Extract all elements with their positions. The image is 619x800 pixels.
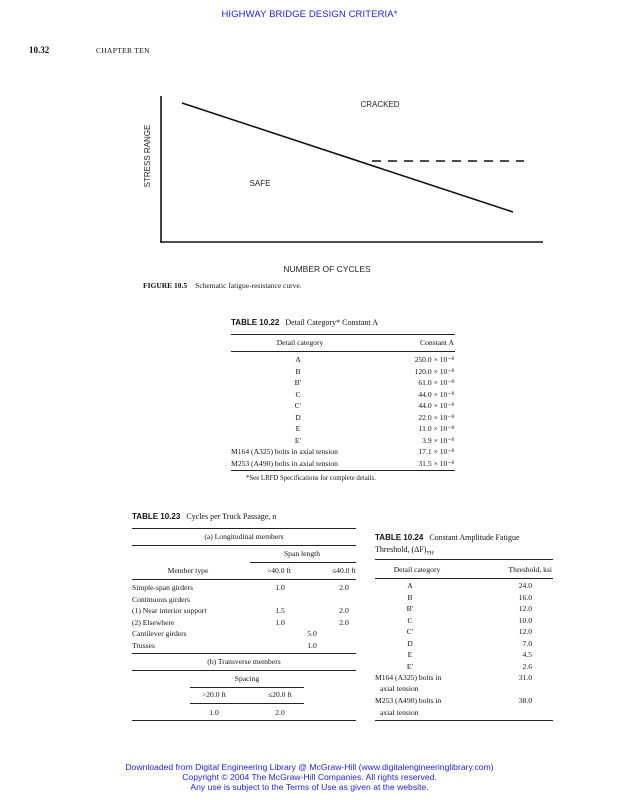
table-23-section-b-rule <box>132 670 356 671</box>
table-22-constant: 44.0 × 10⁻⁸ <box>418 401 454 410</box>
table-23-col-gt20: >20.0 ft <box>201 690 227 699</box>
table-24-bolt2-value: 38.0 <box>518 696 532 705</box>
table-24-bolt2-line1: M253 (A490) bolts in <box>375 696 442 705</box>
table-23-section-b-top-rule <box>132 653 356 654</box>
table-22-header-rule <box>231 351 455 352</box>
table-24-threshold: 12.0 <box>518 604 532 613</box>
table-23-member: Cantilever girders <box>132 629 187 638</box>
table-22-category: M253 (A490) bolts in axial tension <box>231 458 338 468</box>
table-22-category: A <box>295 355 301 364</box>
running-banner: HIGHWAY BRIDGE DESIGN CRITERIA* <box>221 9 398 20</box>
figure-caption <box>143 281 302 290</box>
fatigue-curve-line <box>182 103 513 212</box>
table-24-category: E′ <box>406 661 414 671</box>
figure-xlabel: NUMBER OF CYCLES <box>283 264 371 274</box>
table-22-header-constant: Constant A <box>420 338 454 347</box>
table-24-category: C <box>407 615 413 625</box>
table-24-bolt1-value: 31.0 <box>518 673 532 682</box>
table-23-col-le40: ≤40.0 ft <box>332 566 356 575</box>
table-24-title-line2 <box>375 545 434 557</box>
table-22-constant: 250.0 × 10⁻⁸ <box>414 355 454 364</box>
table-22-constant: 31.5 × 10⁻⁸ <box>418 458 454 468</box>
table-23-col-le20: ≤20.0 ft <box>268 690 292 699</box>
table-24-category: B <box>407 592 413 602</box>
table-24-caption-line1: Constant Amplitude Fatigue <box>429 533 520 542</box>
table-22-bottom-rule <box>231 470 455 471</box>
table-23-val-le20: 2.0 <box>275 708 285 717</box>
table-23-section-b: (b) Transverse members <box>207 657 281 666</box>
table-24-threshold: 16.0 <box>518 592 532 602</box>
table-23-value-le40: 2.0 <box>339 583 349 592</box>
table-22-caption: Detail Category* Constant A <box>285 318 378 327</box>
table-22-category: C <box>295 389 301 399</box>
table-24-caption-line2: Threshold, (ΔF) <box>375 545 427 554</box>
footer-copyright-line: Copyright © 2004 The McGraw-Hill Companies. All rights reserved. <box>182 772 437 782</box>
table-22-constant: 22.0 × 10⁻⁸ <box>418 412 454 422</box>
table-22-constant: 11.0 × 10⁻⁸ <box>418 424 454 433</box>
footer-terms-line: Any use is subject to the Terms of Use as given at the website. <box>190 782 429 792</box>
table-22-category: E <box>295 424 301 433</box>
table-24-category: D <box>407 638 413 648</box>
chapter-title: CHAPTER TEN <box>96 46 150 55</box>
table-23-section-a-rule <box>132 545 356 546</box>
table-23-caption: Cycles per Truck Passage, n <box>186 512 277 521</box>
table-24-label: TABLE 10.24 <box>375 533 424 542</box>
table-22-constant: 61.0 × 10⁻⁸ <box>418 378 454 387</box>
table-23-member-type: Member type <box>167 566 209 575</box>
table-24-category: C′ <box>406 627 414 636</box>
table-23-member: (2) Elsewhere <box>132 617 175 627</box>
table-24-threshold: 4.5 <box>522 650 532 659</box>
table-24-bolt1-line1: M164 (A325) bolts in <box>375 673 442 682</box>
table-23-value-le40: 2.0 <box>339 617 349 627</box>
table-24-threshold: 2.6 <box>522 661 532 671</box>
table-23-spacing-rule <box>190 687 304 688</box>
figure-caption-label: FIGURE 10.5 <box>143 281 188 290</box>
table-23-value-gt40: 1.5 <box>275 606 285 615</box>
footer-download-line: Downloaded from Digital Engineering Library @ McGraw-Hill (www.digitalengineeringlibrary.com) <box>125 762 494 772</box>
table-23-val-gt20: 1.0 <box>209 708 219 717</box>
table-23-member: Simple-span girders <box>132 583 193 592</box>
table-22-top-rule <box>231 334 455 335</box>
table-23-value-gt40: 1.0 <box>275 583 285 592</box>
table-24-caption-subscript: TH <box>426 550 434 557</box>
table-22-category: D <box>295 412 301 422</box>
table-23-bottom-rule <box>132 720 356 721</box>
table-22-category: B′ <box>294 378 302 387</box>
table-24-threshold: 12.0 <box>518 627 532 636</box>
table-23-span-rule <box>250 562 356 563</box>
page-number: 10.32 <box>29 45 50 55</box>
footer <box>0 762 619 792</box>
table-23-label: TABLE 10.23 <box>132 512 181 521</box>
table-23-value-merged: 1.0 <box>307 640 317 650</box>
table-24-title <box>375 533 520 542</box>
region-safe-label: SAFE <box>249 179 271 188</box>
table-23-value-gt40: 1.0 <box>275 617 285 627</box>
table-23-member: Continuous girders <box>132 594 191 604</box>
table-23-col-rule <box>190 703 304 704</box>
table-23-member: (1) Near interior support <box>132 606 207 615</box>
table-24-threshold: 24.0 <box>518 581 532 590</box>
table-24-top-rule <box>375 559 553 560</box>
table-24-category: E <box>407 650 413 659</box>
table-22-category: C′ <box>294 401 302 410</box>
table-23-col-gt40: >40.0 ft <box>266 566 292 575</box>
table-23-header-rule <box>132 579 356 580</box>
table-22-category: M164 (A325) bolts in axial tension <box>231 447 338 456</box>
region-cracked-label: CRACKED <box>360 100 400 109</box>
table-22-constant: 17.1 × 10⁻⁸ <box>418 447 454 456</box>
table-22-category: E′ <box>294 435 302 445</box>
table-22-constant: 3.9 × 10⁻⁸ <box>422 435 454 445</box>
table-24-header-rule <box>375 578 553 579</box>
table-22-title <box>231 318 378 327</box>
table-22-category: B <box>295 366 301 376</box>
table-23-section-a: (a) Longitudinal members <box>204 532 284 541</box>
table-24-threshold: 7.0 <box>522 638 532 648</box>
table-23-span-length: Span length <box>283 549 321 558</box>
table-23-spacing: Spacing <box>234 674 260 683</box>
table-24-category: B′ <box>406 604 414 613</box>
table-24-bolt1-line2: axial tension <box>380 684 419 693</box>
table-22-constant: 44.0 × 10⁻⁸ <box>418 389 454 399</box>
table-24-bottom-rule <box>375 720 553 721</box>
table-24-header-threshold: Threshold, ksi <box>508 565 552 574</box>
table-23-value-le40: 2.0 <box>339 606 349 615</box>
table-22-constant: 120.0 × 10⁻⁸ <box>414 366 454 376</box>
table-24-header-category: Detail category <box>393 565 441 574</box>
table-23-top-rule <box>132 528 356 529</box>
table-23-member: Trusses <box>132 640 155 650</box>
table-23-value-merged: 5.0 <box>307 629 317 638</box>
table-24-category: A <box>407 581 413 590</box>
table-23-title <box>132 512 276 521</box>
table-24-threshold: 10.0 <box>518 615 532 625</box>
table-22-label: TABLE 10.22 <box>231 318 280 327</box>
table-24-bolt2-line2: axial tension <box>380 708 419 717</box>
table-22-footnote: *See LRFD Specifications for complete details. <box>246 475 376 482</box>
figure-caption-text: Schematic fatigue-resistance curve. <box>195 281 302 290</box>
table-22-header-category: Detail category <box>276 338 324 347</box>
figure-ylabel: STRESS RANGE <box>143 124 152 188</box>
